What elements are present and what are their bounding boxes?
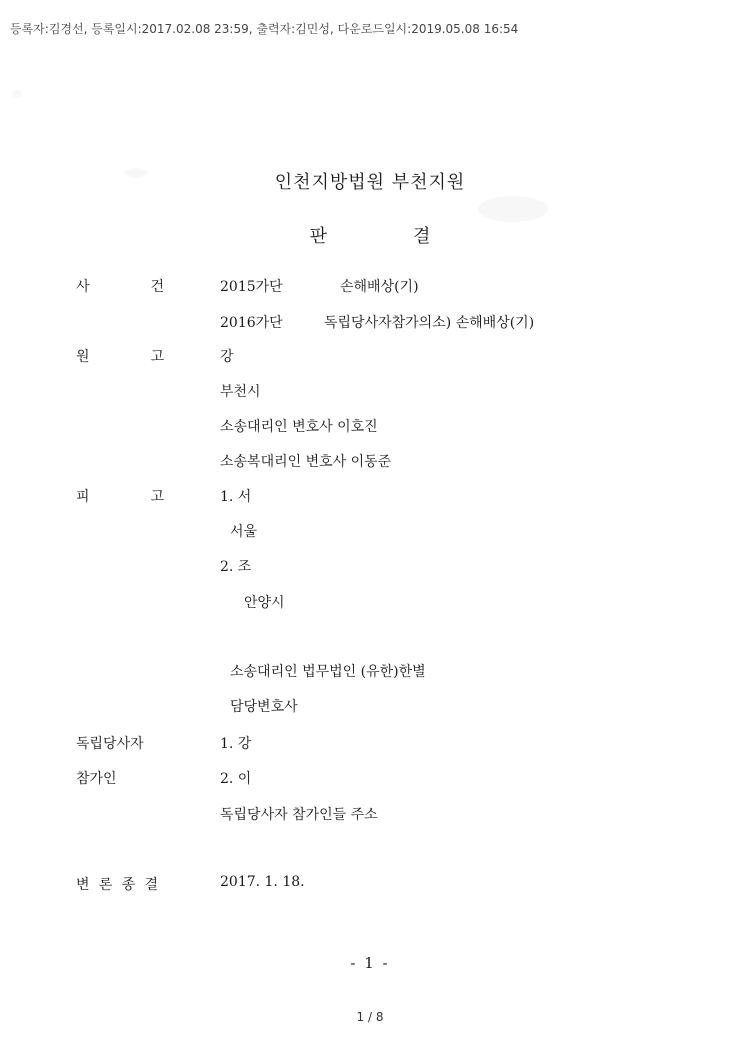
- document-type-title: [0, 222, 740, 248]
- intervenor-1: 1. 강: [220, 736, 252, 752]
- defendant-2: 2. 조: [220, 559, 252, 575]
- case-line-1: [220, 276, 419, 296]
- plaintiff-sub-agent: 소송복대리인 변호사 이동준: [220, 454, 392, 470]
- closing-label-char-3: 종: [121, 877, 136, 893]
- plaintiff-agent: 소송대리인 변호사 이호진: [220, 419, 378, 435]
- plaintiff-address: 부천시: [220, 384, 261, 400]
- defendant-attorney: 담당변호사: [230, 699, 298, 715]
- plaintiff-name: 강: [220, 349, 234, 365]
- intervenor-label-line-2: 참가인: [76, 771, 117, 787]
- closing-label-char-1: 변: [76, 877, 90, 893]
- scan-artifact: [478, 196, 548, 222]
- case-title-2: 독립당사자참가의소) 손해배상(기): [324, 315, 535, 331]
- title-char-left: 판: [309, 226, 327, 247]
- intervenor-address: 독립당사자 참가인들 주소: [220, 807, 378, 823]
- court-name: 인천지방법원 부천지원: [274, 172, 466, 193]
- scan-artifact: [124, 168, 148, 178]
- intervenor-label-line-1: 독립당사자: [76, 736, 144, 752]
- defendant-agent: 소송대리인 법무법인 (유한)한별: [230, 664, 426, 680]
- plaintiff-label: [76, 346, 164, 366]
- case-number-1: 2015가단: [220, 279, 283, 295]
- case-title-1: 손해배상(기): [340, 279, 419, 295]
- defendant-1-address: 서울: [230, 524, 258, 540]
- defendant-2-address: 안양시: [244, 595, 285, 611]
- case-label: [76, 276, 164, 296]
- document-meta-line: 등록자:김경선, 등록일시:2017.02.08 23:59, 출력자:김민성, 다운로드일시:2019.05.08 16:54: [10, 22, 519, 36]
- closing-label-char-2: 론: [98, 877, 113, 893]
- plaintiff-label-char-2: 고: [150, 349, 164, 365]
- defendant-label: [76, 486, 164, 506]
- closing-date: 2017. 1. 18.: [220, 874, 305, 890]
- defendant-1: 1. 서: [220, 489, 252, 505]
- plaintiff-label-char-1: 원: [76, 349, 90, 365]
- title-char-right: 결: [413, 226, 431, 247]
- defendant-label-char-2: 고: [150, 489, 164, 505]
- case-label-char-2: 건: [150, 279, 164, 295]
- intervenor-2: 2. 이: [220, 771, 252, 787]
- scan-artifact: [12, 90, 22, 98]
- case-label-char-1: 사: [76, 279, 90, 295]
- closing-label: [76, 874, 158, 894]
- sheet-count: 1 / 8: [356, 1010, 384, 1024]
- case-number-2: 2016가단: [220, 315, 283, 331]
- closing-label-char-4: 결: [144, 877, 158, 893]
- defendant-label-char-1: 피: [76, 489, 90, 505]
- page-number: - 1 -: [350, 954, 390, 972]
- case-line-2: [220, 312, 534, 332]
